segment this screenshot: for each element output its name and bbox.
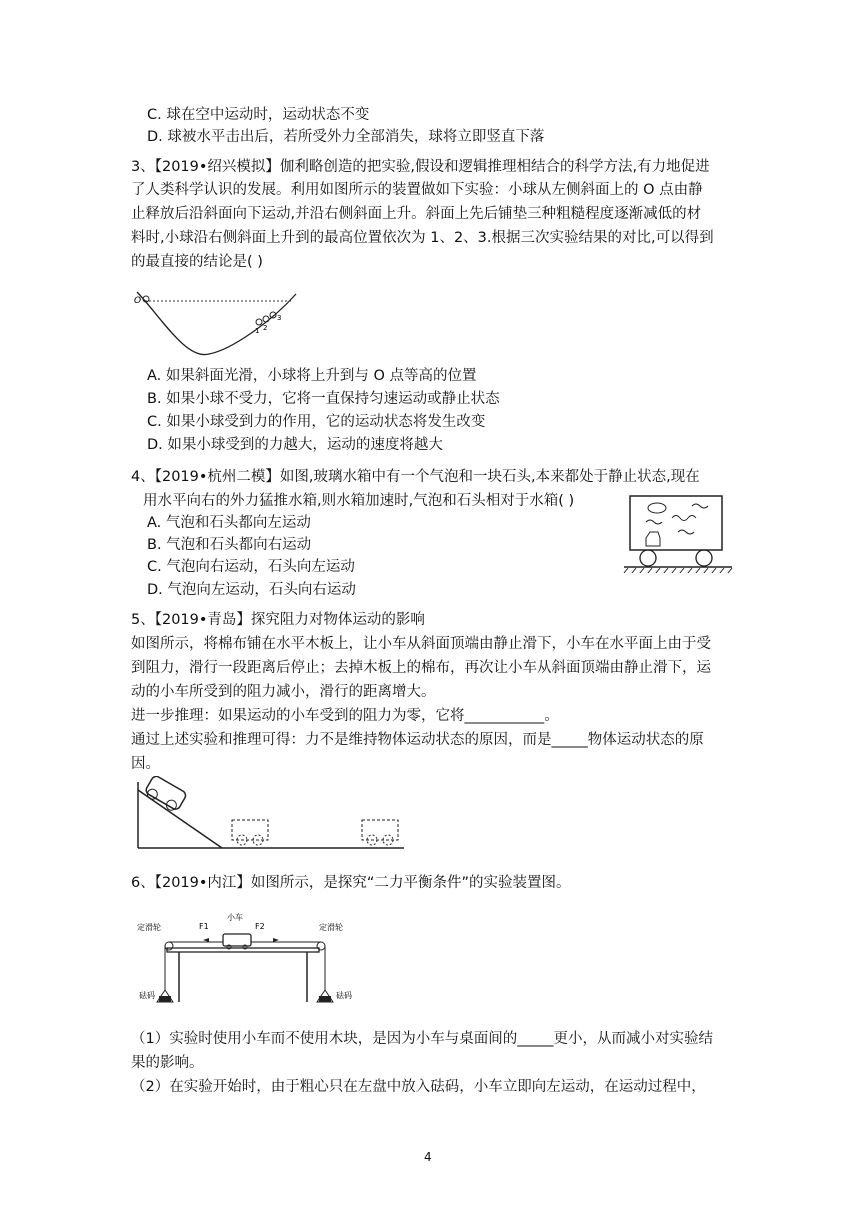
cart-position-dashed-1 <box>232 820 268 845</box>
q4-water-tank-figure <box>622 492 734 574</box>
q5-stem-line: 到阻力，滑行一段距离后停止；去掉木板上的棉布，再次让小车从斜面顶端由静止滑下，运 <box>131 660 711 676</box>
q5-stem-line: 动的小车所受到的阻力减小，滑行的距离增大。 <box>131 684 436 700</box>
q3-stem-line: 的最直接的结论是( ) <box>131 254 263 270</box>
q6-sub-line: （1）实验时使用小车而不使用木块，是因为小车与桌面间的_____更小，从而减小对实验结 <box>131 1031 713 1047</box>
q2-option-d: D. 球被水平击出后，若所受外力全部消失，球将立即竖直下落 <box>147 129 545 145</box>
q4-option-c: C. 气泡向右运动，石头向左运动 <box>147 559 355 575</box>
curved-track <box>137 292 296 355</box>
arrow-f1 <box>203 938 209 942</box>
q3-option-b: B. 如果小球不受力，它将一直保持匀速运动或静止状态 <box>147 391 500 407</box>
q5-stem-line: 通过上述实验和推理可得：力不是维持物体运动状态的原因，而是_____物体运动状态的原 <box>131 732 704 748</box>
label-f1: F1 <box>199 922 209 931</box>
wheel-left <box>640 550 656 566</box>
q4-option-a: A. 气泡和石头都向左运动 <box>147 515 311 531</box>
weight-right <box>319 996 331 1002</box>
q5-stem-line: 如图所示，将棉布铺在水平木板上，让小车从斜面顶端由静止滑下，小车在水平面上由于受 <box>131 636 711 652</box>
q3-option-c: C. 如果小球受到力的作用，它的运动状态将发生改变 <box>147 414 486 430</box>
cart <box>223 934 251 946</box>
bubble <box>648 503 666 513</box>
q4-stem-line: 用水平向右的外力猛推水箱,则水箱加速时,气泡和石头相对于水箱( ) <box>143 493 575 509</box>
water-wave <box>672 516 696 521</box>
q6-sub-line: 果的影响。 <box>131 1055 204 1071</box>
q6-stem-line: 6、【2019•内江】如图所示，是探究“二力平衡条件”的实验装置图。 <box>131 875 571 891</box>
page-number: 4 <box>424 1150 432 1164</box>
q3-option-d: D. 如果小球受到的力越大，运动的速度将越大 <box>147 437 443 453</box>
q3-slope-figure <box>131 282 306 362</box>
cart-position-dashed-2 <box>362 820 398 845</box>
label-weight-left: 砝码 <box>139 991 155 1000</box>
tabletop <box>167 948 319 952</box>
q4-option-d: D. 气泡向左运动，石头向右运动 <box>147 582 356 598</box>
q4-stem-line: 4、【2019•杭州二模】如图,玻璃水箱中有一个气泡和一块石头,本来都处于静止状态,现在 <box>131 469 700 485</box>
q3-stem-line: 料时,小球沿右侧斜面上升到的最高位置依次为 1、2、3.根据三次实验结果的对比,可以得到 <box>131 230 714 246</box>
q5-stem-line: 5、【2019•青岛】探究阻力对物体运动的影响 <box>131 612 425 628</box>
water-wave <box>692 504 708 508</box>
wheel-right <box>696 550 712 566</box>
ball-1 <box>256 319 262 325</box>
label-1: 1 <box>255 327 260 335</box>
arrow-f2 <box>273 938 279 942</box>
label-pulley-left: 定滑轮 <box>137 923 161 932</box>
label-3: 3 <box>277 314 282 322</box>
label-2: 2 <box>263 324 268 332</box>
pulley-left <box>165 942 173 950</box>
q5-stem-line: 进一步推理：如果运动的小车受到的阻力为零，它将___________。 <box>131 708 559 724</box>
pulley-right <box>317 942 325 950</box>
q2-option-c: C. 球在空中运动时，运动状态不变 <box>147 107 370 123</box>
q6-sub-line: （2）在实验开始时，由于粗心只在左盘中放入砝码，小车立即向左运动，在运动过程中， <box>131 1079 706 1095</box>
tank <box>630 496 722 550</box>
q3-stem-line: 了人类科学认识的发展。利用如图所示的装置做如下实验：小球从左侧斜面上的 O 点由静 <box>131 182 703 198</box>
label-weight-right: 砝码 <box>336 991 352 1000</box>
q4-option-b: B. 气泡和石头都向右运动 <box>147 537 312 553</box>
weight-left <box>159 996 171 1002</box>
q5-stem-line: 因。 <box>131 756 160 772</box>
q6-two-force-balance-figure <box>131 906 369 1014</box>
label-f2: F2 <box>255 922 265 931</box>
ground-hatching <box>624 568 732 573</box>
water-wave <box>678 530 694 534</box>
label-cart: 小车 <box>227 913 243 922</box>
q5-ramp-cart-figure <box>134 776 409 852</box>
water-wave <box>646 520 662 524</box>
label-pulley-right: 定滑轮 <box>319 923 343 932</box>
stone <box>646 532 660 546</box>
q3-stem-line: 3、【2019•绍兴模拟】伽利略创造的把实验,假设和逻辑推理相结合的科学方法,有力地促进 <box>131 159 710 175</box>
q3-option-a: A. 如果斜面光滑，小球将上升到与 O 点等高的位置 <box>147 368 477 384</box>
ball-2 <box>263 316 269 322</box>
label-o: O <box>134 296 142 306</box>
q3-stem-line: 止释放后沿斜面向下运动,并沿右侧斜面上升。斜面上先后铺垫三种粗糙程度逐渐减低的材 <box>131 206 702 222</box>
